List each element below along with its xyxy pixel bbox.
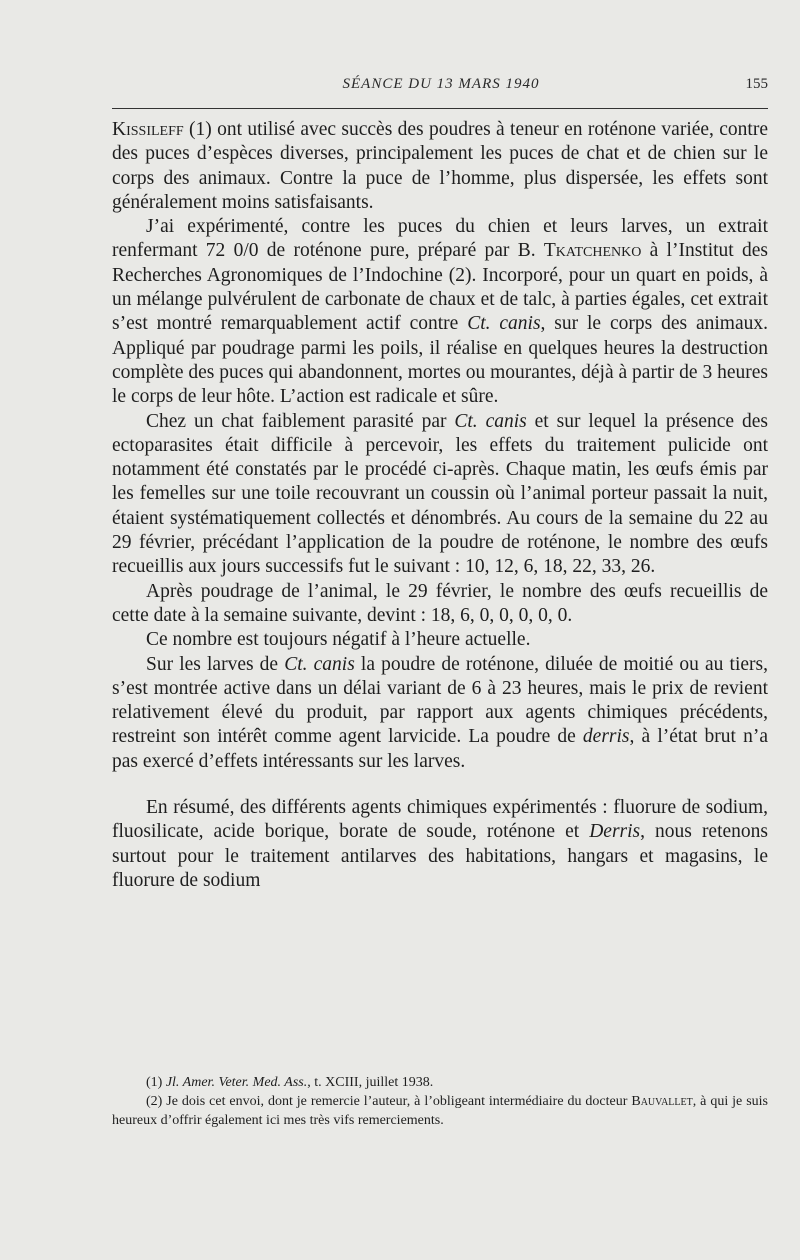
paragraph-text: J’ai expérimenté, contre les puces du chien et leurs larves, un extrait renfermant 72 0/0 de roténone pure, préparé par B. bbox=[112, 216, 768, 262]
paragraph-7 bbox=[112, 796, 768, 893]
paragraph-text: Ce nombre est toujours négatif à l’heure actuelle. bbox=[146, 629, 531, 651]
journal-title: Jl. Amer. Veter. Med. Ass. bbox=[165, 1075, 308, 1090]
paragraph-text: à l’Institut des Recherches Agronomiques de l’Indochine (2). Incorporé, pour un quart en poids, à un mélange pulvérulent de carbonate de chaux et de talc, à parties égales, cet extrait s’est montré remarquablement actif contre bbox=[112, 240, 768, 335]
paragraph-6 bbox=[112, 653, 768, 774]
footnote-text: (2) Je dois cet envoi, dont je remercie l’auteur, à l’obligeant intermédiaire du docteur bbox=[146, 1094, 632, 1109]
paragraph-text: , à l’état brut n’a pas exercé d’effets intéressants sur les larves. bbox=[112, 726, 768, 772]
author-name: Bauvallet bbox=[631, 1094, 693, 1109]
paragraph-5 bbox=[112, 628, 768, 652]
paragraph-2 bbox=[112, 215, 768, 409]
footnote-text: , t. XCIII, juillet 1938. bbox=[307, 1075, 434, 1090]
plant-name: derris bbox=[582, 726, 630, 748]
author-name: Tkatchenko bbox=[543, 240, 642, 262]
paragraph-text: Chez un chat faiblement parasité par bbox=[146, 410, 455, 432]
footnote-text: , à qui je suis heureux d’offrir également ici mes très vifs remerciements. bbox=[112, 1094, 769, 1128]
species-name: Ct. canis bbox=[467, 313, 541, 335]
paragraph-text: , nous retenons surtout pour le traitement antilarves des habitations, hangars et magasins, le fluorure de sodium bbox=[112, 821, 768, 891]
paragraph-1 bbox=[112, 118, 768, 215]
main-text bbox=[112, 118, 768, 893]
footnote-marker: (1) bbox=[146, 1075, 166, 1090]
species-name: Ct. canis bbox=[284, 653, 355, 675]
paragraph-text: En résumé, des différents agents chimiques expérimentés : fluorure de sodium, fluosilicate, acide borique, borate de soude, roténone et bbox=[112, 797, 768, 843]
paragraph-text: et sur lequel la présence des ectoparasites était difficile à percevoir, les effets du traitement pulicide ont notamment été constatés par le procédé ci-après. Chaque matin, les œufs émis par les femelles sur une toile recouvrant un coussin où l’animal porteur passait la nuit, étaient systématiquement collectés et dénombrés. Au cours de la semaine du 22 au 29 février, précédant l’application de la poudre de roténone, le nombre des œufs recueillis aux jours successifs fut le suivant : 10, 12, 6, 18, 22, 33, 26. bbox=[112, 410, 768, 578]
author-name: Kissileff bbox=[112, 119, 184, 140]
paragraph-3 bbox=[112, 410, 768, 580]
running-title: SÉANCE DU 13 MARS 1940 bbox=[342, 76, 540, 92]
paragraph-text: , sur le corps des animaux. Appliqué par poudrage parmi les poils, il réalise en quelques heures la destruction complète des puces qui abandonnent, mortes ou mourantes, déjà à partir de 3 heures le corps de leur hôte. L’action est radicale et sûre. bbox=[112, 313, 768, 408]
running-header bbox=[114, 76, 768, 102]
paragraph-text: (1) ont utilisé avec succès des poudres à teneur en roténone variée, contre des puces d’espèces diverses, principalement les puces de chat et de chien sur le corps des animaux. Contre la puce de l’homme, plus dispersée, les effets sont généralement moins satisfaisants. bbox=[112, 119, 768, 213]
header-rule bbox=[112, 108, 768, 109]
paragraph-text: Après poudrage de l’animal, le 29 février, le nombre des œufs recueillis de cette date à la semaine suivante, devint : 18, 6, 0, 0, 0, 0, 0. bbox=[112, 580, 768, 626]
paragraph-text: la poudre de roténone, diluée de moitié ou au tiers, s’est montrée active dans un délai variant de 6 à 23 heures, mais le prix de revient relativement élevé du produit, par rapport aux agents chimiques précédents, restreint son intérêt comme agent larvicide. La poudre de bbox=[112, 653, 769, 748]
footnotes bbox=[112, 1073, 768, 1130]
paragraph-text: Sur les larves de bbox=[146, 653, 285, 675]
plant-name: Derris bbox=[589, 821, 641, 843]
footnote-2 bbox=[112, 1092, 768, 1130]
species-name: Ct. canis bbox=[454, 410, 527, 432]
paragraph-4 bbox=[112, 580, 768, 629]
page-number: 155 bbox=[745, 76, 768, 92]
footnote-1 bbox=[112, 1073, 768, 1092]
